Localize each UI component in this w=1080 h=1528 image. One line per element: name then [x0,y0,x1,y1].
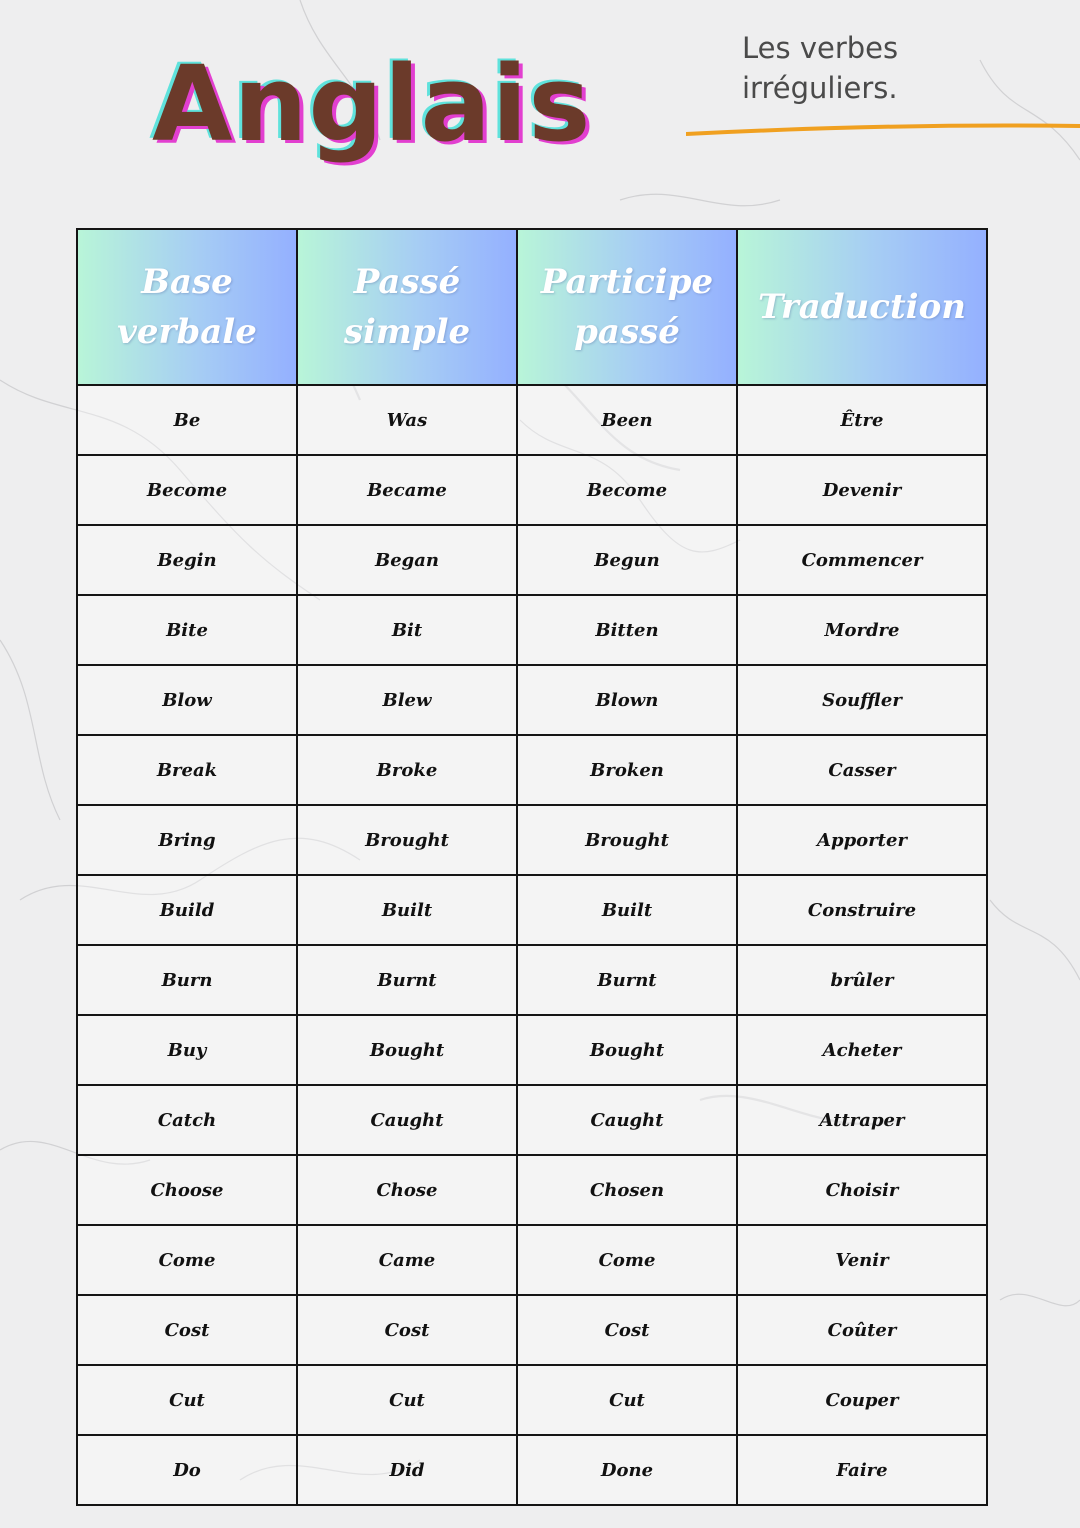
cell-participle: Cut [517,1365,737,1435]
table-row [77,1085,987,1155]
cell-participle: Chosen [517,1155,737,1225]
cell-participle: Blown [517,665,737,735]
table-row [77,1225,987,1295]
cell-base: Blow [77,665,297,735]
cell-base: Bite [77,595,297,665]
cell-base: Do [77,1435,297,1505]
cell-translation: Acheter [737,1015,987,1085]
table-row [77,1155,987,1225]
cell-base: Choose [77,1155,297,1225]
cell-base: Break [77,735,297,805]
irregular-verbs-table [76,228,988,1506]
cell-participle: Broken [517,735,737,805]
cell-translation: Faire [737,1435,987,1505]
cell-preterit: Did [297,1435,517,1505]
cell-participle: Cost [517,1295,737,1365]
accent-underline [686,118,1080,148]
header-row [77,229,987,385]
table-row [77,595,987,665]
cell-translation: Venir [737,1225,987,1295]
table-row [77,525,987,595]
table-row [77,945,987,1015]
cell-base: Buy [77,1015,297,1085]
header-participe-passe: Participe passé [517,229,737,385]
cell-base: Become [77,455,297,525]
cell-preterit: Chose [297,1155,517,1225]
cell-preterit: Was [297,385,517,455]
table-row [77,875,987,945]
cell-base: Burn [77,945,297,1015]
cell-translation: Souffler [737,665,987,735]
cell-translation: Attraper [737,1085,987,1155]
cell-preterit: Burnt [297,945,517,1015]
table-row [77,1435,987,1505]
header-traduction: Traduction [737,229,987,385]
table-row [77,455,987,525]
table-row [77,385,987,455]
table-row [77,665,987,735]
cell-participle: Bought [517,1015,737,1085]
cell-translation: Être [737,385,987,455]
cell-preterit: Blew [297,665,517,735]
cell-preterit: Bought [297,1015,517,1085]
cell-translation: Choisir [737,1155,987,1225]
cell-translation: Apporter [737,805,987,875]
cell-translation: Construire [737,875,987,945]
header-base-verbale: Base verbale [77,229,297,385]
cell-translation: Coûter [737,1295,987,1365]
header-passe-simple: Passé simple [297,229,517,385]
table-row [77,1295,987,1365]
cell-base: Build [77,875,297,945]
cell-translation: Mordre [737,595,987,665]
page-subtitle: Les verbes irréguliers. [742,31,899,105]
cell-participle: Begun [517,525,737,595]
table-row [77,1365,987,1435]
cell-participle: Done [517,1435,737,1505]
cell-preterit: Cut [297,1365,517,1435]
table-row [77,735,987,805]
cell-translation: Couper [737,1365,987,1435]
cell-base: Catch [77,1085,297,1155]
cell-translation: brûler [737,945,987,1015]
cell-preterit: Caught [297,1085,517,1155]
cell-participle: Burnt [517,945,737,1015]
cell-preterit: Built [297,875,517,945]
cell-participle: Caught [517,1085,737,1155]
cell-base: Bring [77,805,297,875]
cell-participle: Brought [517,805,737,875]
cell-base: Cut [77,1365,297,1435]
table-row [77,805,987,875]
cell-translation: Commencer [737,525,987,595]
cell-participle: Become [517,455,737,525]
cell-preterit: Bit [297,595,517,665]
cell-preterit: Broke [297,735,517,805]
cell-participle: Come [517,1225,737,1295]
cell-preterit: Brought [297,805,517,875]
cell-base: Cost [77,1295,297,1365]
cell-preterit: Became [297,455,517,525]
cell-participle: Been [517,385,737,455]
cell-preterit: Began [297,525,517,595]
cell-participle: Built [517,875,737,945]
cell-participle: Bitten [517,595,737,665]
cell-preterit: Cost [297,1295,517,1365]
cell-preterit: Came [297,1225,517,1295]
page-title: Anglais [152,43,592,165]
table-row [77,1015,987,1085]
cell-translation: Casser [737,735,987,805]
cell-base: Begin [77,525,297,595]
cell-translation: Devenir [737,455,987,525]
cell-base: Be [77,385,297,455]
cell-base: Come [77,1225,297,1295]
